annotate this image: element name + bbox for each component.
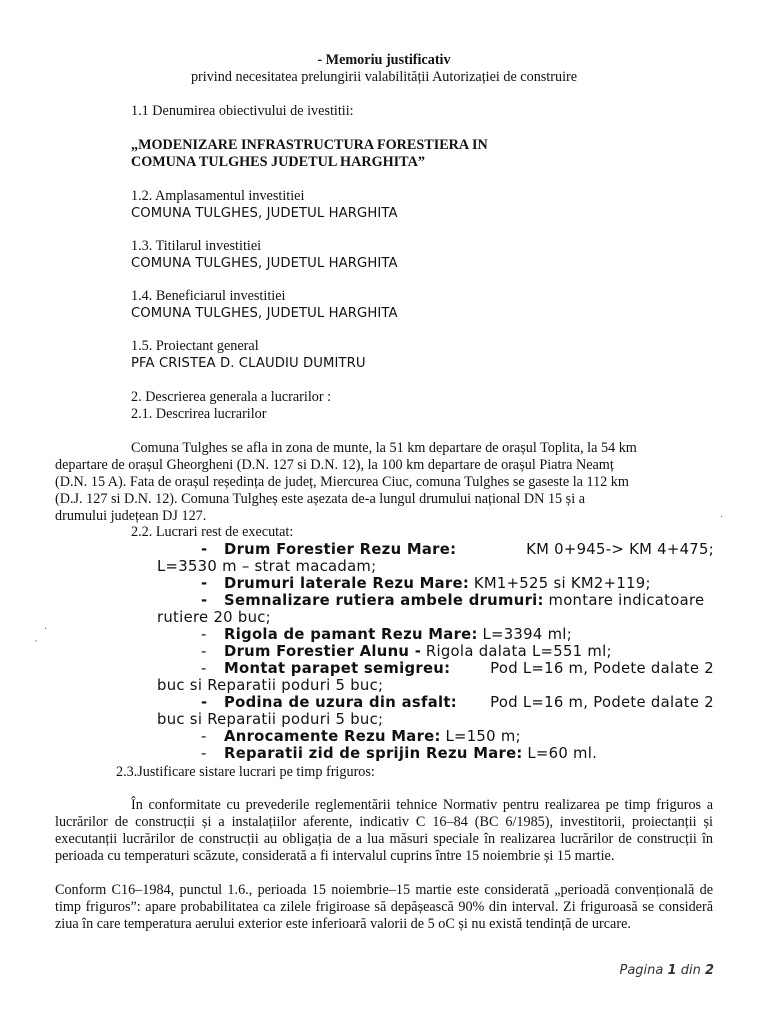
list-item-anrocamente: [224, 728, 521, 745]
item-title: Semnalizare rutiera ambele drumuri:: [224, 592, 544, 609]
item-title: Rigola de pamant Rezu Mare:: [224, 626, 478, 643]
section-1-4-value: COMUNA TULGHES, JUDETUL HARGHITA: [131, 306, 398, 321]
item-dash: -: [201, 626, 207, 643]
section-2-3-label: 2.3.Justificare sistare lucrari pe timp friguros:: [116, 764, 375, 780]
list-item-semnalizare-rutiera: [224, 592, 704, 609]
item-detail: montare indicatoare: [548, 592, 705, 609]
item-title: Reparatii zid de sprijin Rezu Mare:: [224, 745, 523, 762]
item-detail: KM1+525 si KM2+119;: [473, 575, 651, 592]
page-footer: [620, 963, 715, 978]
item-dash: -: [201, 592, 208, 609]
project-name-line-2: COMUNA TULGHES JUDETUL HARGHITA”: [131, 154, 425, 170]
item-detail: Rigola dalata L=551 ml;: [425, 643, 612, 660]
intro-line-2: departare de orașul Gheorgheni (D.N. 127 si D.N. 12), la 100 km departare de orașul Piatra Neamț: [55, 457, 614, 473]
scan-mark: ·: [44, 624, 48, 635]
project-name-line-1: „MODENIZARE INFRASTRUCTURA FORESTIERA IN: [131, 137, 488, 153]
section-1-2-label: 1.2. Amplasamentul investitiei: [131, 188, 305, 204]
item-detail-cont: rutiere 20 buc;: [157, 609, 271, 626]
section-1-1-label: 1.1 Denumirea obiectivului de ivestitii:: [131, 103, 354, 119]
list-item-drumuri-laterale: [224, 575, 651, 592]
item-detail: L=60 ml.: [527, 745, 598, 762]
scan-mark: ·: [720, 512, 724, 523]
item-title: Drumuri laterale Rezu Mare:: [224, 575, 470, 592]
item-detail: Pod L=16 m, Podete dalate 2: [490, 660, 714, 677]
list-item-rigola-pamant: [224, 626, 572, 643]
item-title: Montat parapet semigreu:: [224, 660, 451, 677]
section-1-5-value: PFA CRISTEA D. CLAUDIU DUMITRU: [131, 356, 366, 371]
intro-line-4: (D.J. 127 si D.N. 12). Comuna Tulgheș este așezata de-a lungul drumului național DN 15 și a: [55, 491, 585, 507]
intro-line-5: drumului județean DJ 127.: [55, 508, 207, 524]
list-item-montat-parapet: [224, 660, 714, 677]
section-1-2-value: COMUNA TULGHES, JUDETUL HARGHITA: [131, 206, 398, 221]
section-1-5-label: 1.5. Proiectant general: [131, 338, 259, 354]
item-detail: KM 0+945-> KM 4+475;: [526, 541, 714, 558]
item-title: Drum Forestier Rezu Mare:: [224, 541, 457, 558]
section-2-2-label: 2.2. Lucrari rest de executat:: [131, 524, 294, 540]
intro-line-3: (D.N. 15 A). Fata de orașul reședința de județ, Miercurea Ciuc, comuna Tulghes se gaseste la 112 km: [55, 474, 629, 490]
item-detail-cont: L=3530 m – strat macadam;: [157, 558, 377, 575]
list-item-drum-forestier-rezu-mare: [224, 541, 714, 558]
footer-prefix: Pagina: [619, 963, 664, 978]
section-2-label: 2. Descrierea generala a lucrarilor :: [131, 389, 332, 405]
item-title: Anrocamente Rezu Mare:: [224, 728, 441, 745]
footer-middle: din: [680, 963, 701, 978]
item-dash: -: [201, 541, 208, 558]
item-detail: L=150 m;: [445, 728, 521, 745]
item-dash: -: [201, 694, 208, 711]
item-title: Podina de uzura din asfalt:: [224, 694, 457, 711]
document-subtitle: privind necesitatea prelungirii valabilității Autorizației de construire: [190, 69, 578, 85]
section-1-3-label: 1.3. Titilarul investitiei: [131, 238, 262, 254]
scan-mark: `: [34, 640, 39, 651]
item-dash: -: [201, 728, 207, 745]
item-dash: -: [201, 643, 207, 660]
list-item-drum-forestier-alunu: [224, 643, 612, 660]
document-title: - Memoriu justificativ: [317, 52, 451, 68]
justification-paragraph-1: În conformitate cu prevederile reglementării tehnice Normativ pentru realizarea pe timp friguros a lucrărilor de construcții și a instalațiilor aferente, indicativ C 16–84 (BC 6/1985), investitorii, proiectanții și executanții lucrărilor de construcții au obligația de a lua măsuri speciale în realizarea lucrărilor de construcții în perioada cu temperaturi scăzute, considerată a fi intervalul cuprins între 15 noiembrie și 15 martie.: [55, 797, 713, 864]
item-detail-cont: buc si Reparatii poduri 5 buc;: [157, 711, 384, 728]
item-dash: -: [201, 575, 208, 592]
justification-paragraph-2: Conform C16–1984, punctul 1.6., perioada 15 noiembrie–15 martie este considerată „perioadă convențională de timp friguros”: apare probabilitatea ca zilele frigiroase să depășească 90% din interval. Zi friguroasă se consideră ziua în care temperatura aerului exterior este inferioară valorii de 5 oC și nu există tendință de urcare.: [55, 882, 713, 932]
item-detail: L=3394 ml;: [482, 626, 572, 643]
section-1-3-value: COMUNA TULGHES, JUDETUL HARGHITA: [131, 256, 398, 271]
item-dash: -: [201, 745, 207, 762]
footer-page-total: 2: [704, 963, 714, 978]
item-title: Drum Forestier Alunu -: [224, 643, 422, 660]
section-1-4-label: 1.4. Beneficiarul investitiei: [131, 288, 286, 304]
item-dash: -: [201, 660, 207, 677]
intro-line-1: Comuna Tulghes se afla in zona de munte, la 51 km departare de orașul Toplita, la 54 km: [131, 440, 637, 456]
footer-page-number: 1: [667, 963, 677, 978]
list-item-podina-uzura: [224, 694, 714, 711]
item-detail-cont: buc si Reparatii poduri 5 buc;: [157, 677, 384, 694]
list-item-reparatii-zid: [224, 745, 597, 762]
item-detail: Pod L=16 m, Podete dalate 2: [490, 694, 714, 711]
section-2-1-label: 2.1. Descrirea lucrarilor: [131, 406, 267, 422]
